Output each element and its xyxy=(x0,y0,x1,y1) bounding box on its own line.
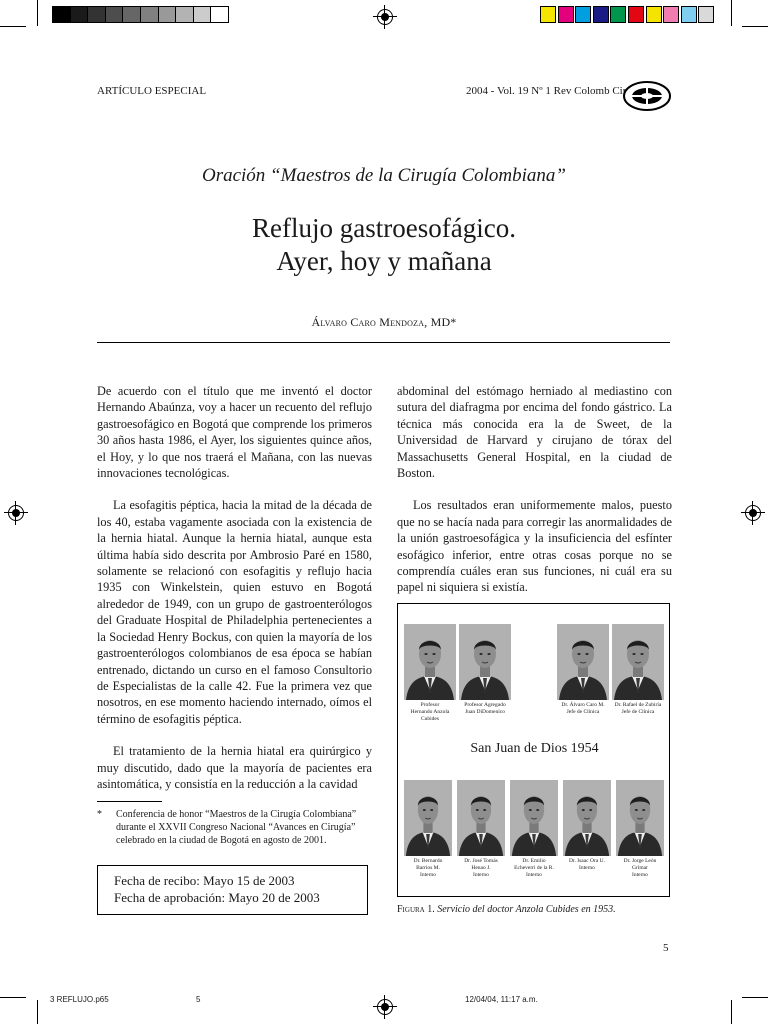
portrait-caption: Profesor Hernando Anzola Cubides xyxy=(410,702,450,722)
slug-filename: 3 REFLUJO.p65 xyxy=(50,995,109,1004)
portrait-photo xyxy=(616,780,664,856)
crop-mark xyxy=(37,0,38,26)
gray-swatch xyxy=(122,6,141,23)
journal-citation: 2004 - Vol. 19 Nº 1 Rev Colomb Cir xyxy=(466,85,627,97)
body-paragraph: La esofagitis péptica, hacia la mitad de la década de los 40, estaba vagamente asociada con la existencia de la hernia hiatal. Aunque la hernia hiatal, aunque esta última había sido descrita por Ambrosio Paré en 1580, solamente se relacionó con esofagitis y reflujo hacia 1935 con Winkelstein, quien estuvo en Bogotá alrededor de 1949, con un grupo de gastroenterólogos del Graduate Hospital de Philadelphia pertenecientes a la Sociedad Henry Bockus, con quien la mayoría de los gastroenterólogos colombianos de esa época se habían entrenado, dictando un curso en el famoso Consultorio de Especialistas de la calle 42. Fue la primera vez que nosotros, en ese momento haciendo internado, oímos el término de esofagitis péptica. xyxy=(97,498,372,726)
portrait-caption: Dr. Emilio Echeverri de la R. Interno xyxy=(514,858,554,878)
portrait-photo xyxy=(457,780,505,856)
color-swatch xyxy=(593,6,609,23)
article-title xyxy=(0,212,768,278)
portrait-photo xyxy=(557,624,609,700)
left-column xyxy=(97,383,372,808)
color-swatch xyxy=(610,6,626,23)
author-suffix: , MD* xyxy=(424,315,457,329)
section-label: ARTÍCULO ESPECIAL xyxy=(97,85,207,97)
color-swatch xyxy=(681,6,697,23)
portrait-caption: Dr. José Tomás Henao J. Interno xyxy=(464,858,498,878)
crop-mark xyxy=(37,1000,38,1024)
footnote-rule xyxy=(97,801,162,802)
body-paragraph: De acuerdo con el título que me inventó el doctor Hernando Abaúnza, voy a hacer un recuento del reflujo gastroesofágico en Bogotá que comprende los primeros 30 años hasta 1986, el Ayer, los siguientes quince años, el Hoy, y lo que nos traerá el Mañana, con las nuevas innovaciones tecnológicas. xyxy=(97,384,372,481)
body-paragraph: Los resultados eran uniformemente malos, puesto que no se hacía nada para corregir las anormalidades de la unión gastroesofágica y la insuficiencia del esfínter esofágico inferior, entre otras cosas porque no se comprendía cuáles eran sus funciones, ni cuál era su papel ni siquiera si existía. xyxy=(397,498,672,595)
right-column xyxy=(397,383,672,612)
portrait-caption: Dr. Rafael de Zubiría Jefe de Clínica xyxy=(614,702,662,715)
portrait-photo xyxy=(510,780,558,856)
crop-mark xyxy=(742,26,768,27)
slug-page: 5 xyxy=(196,995,201,1004)
portrait-photo xyxy=(612,624,664,700)
crop-mark xyxy=(731,0,732,26)
title-line-2: Ayer, hoy y mañana xyxy=(276,246,492,276)
title-line-1: Reflujo gastroesofágico. xyxy=(252,213,516,243)
crop-mark xyxy=(0,997,26,998)
color-swatch xyxy=(558,6,574,23)
gray-swatch xyxy=(70,6,89,23)
gray-swatch xyxy=(210,6,229,23)
footnote-text: Conferencia de honor “Maestros de la Cirugía Colombiana” durante el XXVII Congreso Nacional “Avances en Cirugía” celebrado en la ciudad de Bogotá en agosto de 2001. xyxy=(116,809,357,846)
crop-mark xyxy=(742,997,768,998)
gray-swatch xyxy=(87,6,106,23)
color-swatch xyxy=(628,6,644,23)
footnote-marker: * xyxy=(97,809,102,820)
page-number: 5 xyxy=(663,942,669,954)
crop-mark xyxy=(0,26,26,27)
slug-timestamp: 12/04/04, 11:17 a.m. xyxy=(465,995,538,1004)
crop-mark xyxy=(731,1000,732,1024)
body-paragraph: El tratamiento de la hernia hiatal era quirúrgico y muy discutido, dado que la mayoría de pacientes era asintomática, y consistía en la reducción a la cavidad xyxy=(97,744,372,791)
color-swatch xyxy=(646,6,662,23)
title-rule xyxy=(97,342,670,343)
journal-logo xyxy=(622,79,672,118)
gray-swatch xyxy=(175,6,194,23)
portrait-photo xyxy=(459,624,511,700)
registration-mark xyxy=(377,999,393,1015)
color-swatch xyxy=(698,6,714,23)
portrait-photo xyxy=(404,780,452,856)
portrait-caption: Dr. Álvaro Caro M. Jefe de Clínica xyxy=(561,702,605,715)
portrait-photo xyxy=(563,780,611,856)
gray-swatch xyxy=(158,6,177,23)
portrait-photo xyxy=(404,624,456,700)
color-swatch xyxy=(663,6,679,23)
dates-box xyxy=(97,865,368,915)
gray-swatch xyxy=(52,6,71,23)
gray-swatch xyxy=(193,6,212,23)
figure-caption-text: Servicio del doctor Anzola Cubides en 1953. xyxy=(437,904,616,915)
color-swatch xyxy=(575,6,591,23)
portrait-caption: Dr. Isaac Ora U. Interno xyxy=(569,858,605,871)
registration-mark xyxy=(8,505,24,521)
portrait-caption: Dr. Jorge León Grimar Interno xyxy=(623,858,657,878)
approved-date: Fecha de aprobación: Mayo 20 de 2003 xyxy=(114,890,320,905)
article-kicker: Oración “Maestros de la Cirugía Colombiana” xyxy=(201,165,566,186)
gray-swatch xyxy=(140,6,159,23)
body-paragraph: abdominal del estómago herniado al mediastino con sutura del diafragma por encima del fondo gástrico. La técnica más conocida era la de Sweet, de la Universidad de Harvard y cirujano de tórax del Massachusetts General Hospital, en la ciudad de Boston. xyxy=(397,384,672,481)
registration-mark xyxy=(745,505,761,521)
portrait-caption: Profesor Agregado Juan DiDomenico xyxy=(464,702,506,715)
author-line xyxy=(0,315,768,330)
author-name: Álvaro Caro Mendoza xyxy=(311,315,425,329)
received-date: Fecha de recibo: Mayo 15 de 2003 xyxy=(114,873,295,888)
figure-group-title: San Juan de Dios 1954 xyxy=(470,741,599,756)
portrait-caption: Dr. Bernardo Barrios M. Interno xyxy=(413,858,443,878)
figure-1 xyxy=(397,603,670,897)
figure-caption-label: Figura 1. xyxy=(397,904,435,915)
footnote xyxy=(97,808,372,847)
gray-swatch xyxy=(105,6,124,23)
registration-mark xyxy=(377,9,393,25)
figure-caption xyxy=(397,904,616,915)
color-swatch xyxy=(540,6,556,23)
